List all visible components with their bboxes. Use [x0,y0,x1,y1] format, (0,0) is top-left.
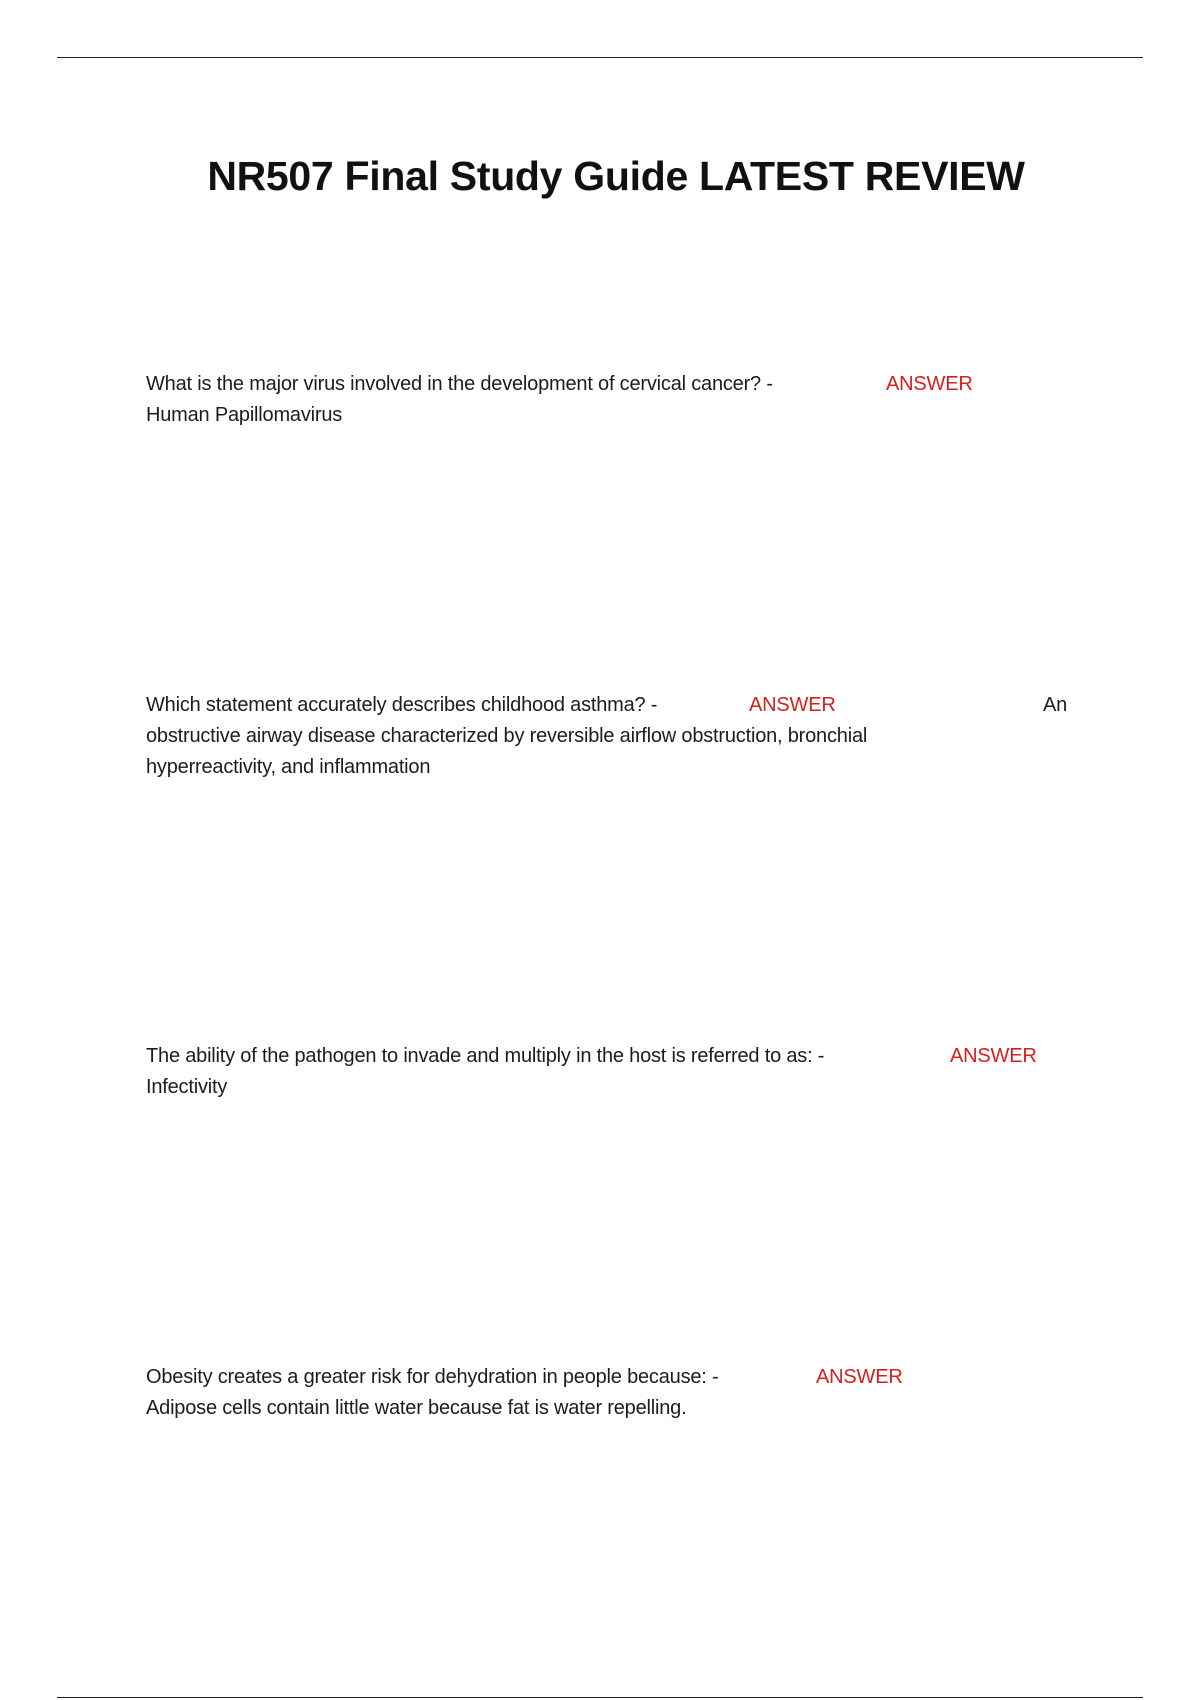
document-title: NR507 Final Study Guide LATEST REVIEW [207,153,1025,199]
answer-text: Adipose cells contain little water because fat is water repelling. [146,1397,687,1419]
qa-item-2 [146,690,1068,783]
qa-item-4 [146,1362,903,1424]
qa-item-1 [146,369,973,431]
answer-tag: ANSWER [749,694,836,716]
answer-text: obstructive airway disease characterized by reversible airflow obstruction, bronchial [146,725,868,747]
question-text: Obesity creates a greater risk for dehydration in people because: - [146,1366,719,1388]
qa-item-3 [146,1041,1037,1103]
question-text: The ability of the pathogen to invade and multiply in the host is referred to as: - [146,1045,825,1067]
question-text: Which statement accurately describes childhood asthma? - [146,694,658,716]
question-text: What is the major virus involved in the development of cervical cancer? - [146,373,773,395]
answer-text: hyperreactivity, and inflammation [146,756,431,778]
answer-text: Infectivity [146,1076,228,1098]
answer-tag: ANSWER [886,373,973,395]
bottom-rule [57,1697,1143,1698]
top-rule [57,57,1143,58]
answer-tag: ANSWER [816,1366,903,1388]
answer-lead-word: An [1043,694,1068,716]
answer-text: Human Papillomavirus [146,404,343,426]
answer-tag: ANSWER [950,1045,1037,1067]
